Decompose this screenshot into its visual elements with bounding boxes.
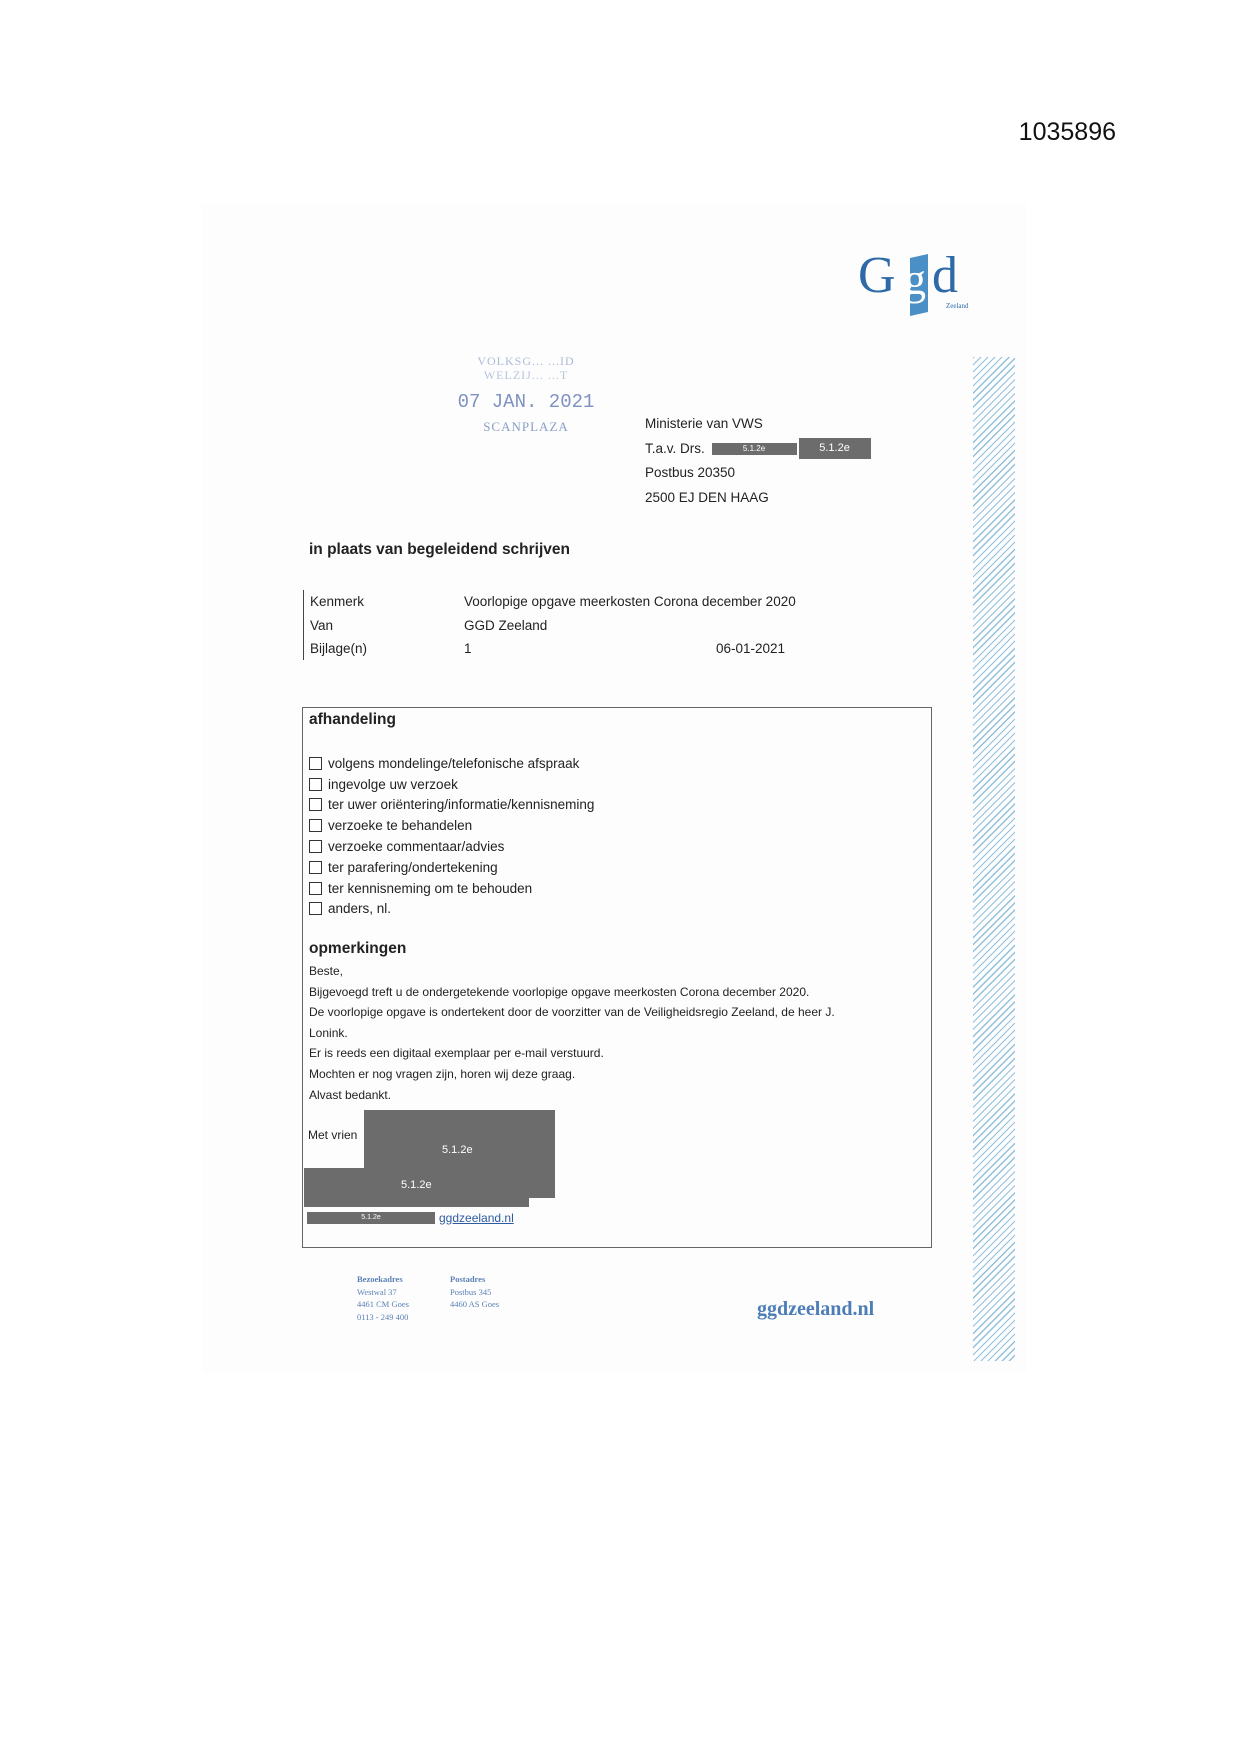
stamp-place: SCANPLAZA bbox=[483, 419, 569, 434]
checkbox-list bbox=[309, 753, 594, 919]
meta-row bbox=[310, 637, 870, 661]
attention-line bbox=[645, 437, 871, 462]
meta-row bbox=[310, 614, 870, 638]
checkbox-label: ingevolge uw verzoek bbox=[328, 776, 458, 792]
meta-value: Voorlopige opgave meerkosten Corona december 2020 bbox=[464, 594, 796, 609]
email-domain-link[interactable]: ggdzeeland.nl bbox=[439, 1211, 514, 1225]
logo-letter-d: d bbox=[932, 247, 958, 304]
stamp-date: 07 JAN. 2021 bbox=[457, 391, 595, 413]
checkbox-item[interactable] bbox=[309, 878, 594, 899]
recipient-name: Ministerie van VWS bbox=[645, 416, 763, 431]
remark-line: Beste, bbox=[309, 964, 344, 978]
meta-value: GGD Zeeland bbox=[464, 617, 548, 633]
checkbox-item[interactable] bbox=[309, 857, 594, 878]
email-redaction: 5.1.2e bbox=[307, 1212, 435, 1224]
checkbox[interactable] bbox=[309, 882, 322, 895]
meta-label: Kenmerk bbox=[310, 594, 365, 609]
meta-label: Van bbox=[310, 617, 334, 633]
recipient-postbus: Postbus 20350 bbox=[645, 465, 736, 480]
checkbox-label: anders, nl. bbox=[328, 901, 392, 917]
remark-line: Bijgevoegd treft u de ondergetekende voorlopige opgave meerkosten Corona december 2020. bbox=[309, 984, 810, 999]
checkbox[interactable] bbox=[309, 861, 322, 874]
redaction-code: 5.1.2e bbox=[401, 1179, 432, 1191]
afhandeling-title: afhandeling bbox=[309, 711, 396, 728]
meta-value: 1 bbox=[464, 641, 472, 656]
postal-address bbox=[450, 1273, 499, 1311]
redaction-code: 5.1.2e bbox=[442, 1144, 473, 1156]
meta-row bbox=[310, 590, 870, 614]
visit-line: 4461 CM Goes bbox=[357, 1299, 409, 1309]
postal-line: 4460 AS Goes bbox=[450, 1299, 500, 1309]
checkbox-item[interactable] bbox=[309, 815, 594, 836]
checkbox-label: volgens mondelinge/telefonische afspraak bbox=[328, 755, 580, 771]
postal-address-title: Postadres bbox=[450, 1274, 486, 1284]
checkbox[interactable] bbox=[309, 840, 322, 853]
remarks-text bbox=[309, 961, 919, 1105]
recipient-address bbox=[645, 412, 871, 510]
checkbox[interactable] bbox=[309, 902, 322, 915]
postal-line: Postbus 345 bbox=[450, 1286, 492, 1297]
name-redaction bbox=[304, 1168, 529, 1207]
closing-text: Met vrien bbox=[308, 1128, 358, 1142]
redaction-block: 5.1.2e bbox=[799, 438, 871, 459]
handling-box bbox=[302, 707, 932, 1248]
stamp-line-2: WELZIJ... ...T bbox=[483, 368, 569, 382]
checkbox[interactable] bbox=[309, 819, 322, 832]
decorative-hatch-band bbox=[973, 357, 1015, 1361]
checkbox-label: verzoeke commentaar/advies bbox=[328, 839, 505, 855]
checkbox-item[interactable] bbox=[309, 753, 594, 774]
checkbox-item[interactable] bbox=[309, 774, 594, 795]
opmerkingen-title: opmerkingen bbox=[309, 940, 407, 957]
checkbox-label: ter parafering/ondertekening bbox=[328, 859, 498, 875]
visit-line: Westwal 37 bbox=[357, 1286, 397, 1297]
ggd-logo bbox=[858, 240, 983, 320]
email-row bbox=[307, 1211, 514, 1225]
checkbox[interactable] bbox=[309, 798, 322, 811]
remark-line: Mochten er nog vragen zijn, horen wij deze graag. bbox=[309, 1066, 576, 1081]
remark-line: De voorlopige opgave is ondertekent door de voorzitter van de Veiligheidsregio Zeeland, de heer J. bbox=[309, 1005, 835, 1020]
logo-subtext: Zeeland bbox=[946, 302, 969, 310]
remark-line: Er is reeds een digitaal exemplaar per e-mail verstuurd. bbox=[309, 1046, 604, 1061]
checkbox-item[interactable] bbox=[309, 836, 594, 857]
remark-line: Alvast bedankt. bbox=[309, 1087, 392, 1102]
attention-label: T.a.v. Drs. bbox=[645, 440, 705, 456]
checkbox-label: verzoeke te behandelen bbox=[328, 818, 473, 834]
page-title: in plaats van begeleidend schrijven bbox=[309, 541, 571, 558]
footer-website-link[interactable]: ggdzeeland.nl bbox=[757, 1298, 875, 1320]
visit-address bbox=[357, 1273, 409, 1323]
checkbox-item[interactable] bbox=[309, 795, 594, 816]
checkbox[interactable] bbox=[309, 778, 322, 791]
meta-block bbox=[303, 590, 870, 660]
checkbox-label: ter kennisneming om te behouden bbox=[328, 880, 533, 896]
visit-line: 0113 - 249 400 bbox=[357, 1311, 409, 1322]
checkbox-item[interactable] bbox=[309, 899, 594, 920]
redaction-block: 5.1.2e bbox=[712, 443, 797, 455]
logo-letter-g: G bbox=[858, 247, 896, 304]
recipient-city: 2500 EJ DEN HAAG bbox=[645, 489, 769, 505]
stamp-line-1: VOLKSG... ...ID bbox=[477, 354, 575, 368]
received-stamp bbox=[446, 354, 606, 454]
logo-letter-g2: g bbox=[904, 255, 926, 304]
checkbox[interactable] bbox=[309, 757, 322, 770]
meta-date: 06-01-2021 bbox=[716, 641, 786, 656]
document-number: 1035896 bbox=[1018, 118, 1116, 146]
remark-line: Lonink. bbox=[309, 1025, 348, 1040]
checkbox-label: ter uwer oriëntering/informatie/kennisneming bbox=[328, 797, 595, 813]
meta-label: Bijlage(n) bbox=[310, 641, 368, 656]
visit-address-title: Bezoekadres bbox=[357, 1274, 403, 1284]
